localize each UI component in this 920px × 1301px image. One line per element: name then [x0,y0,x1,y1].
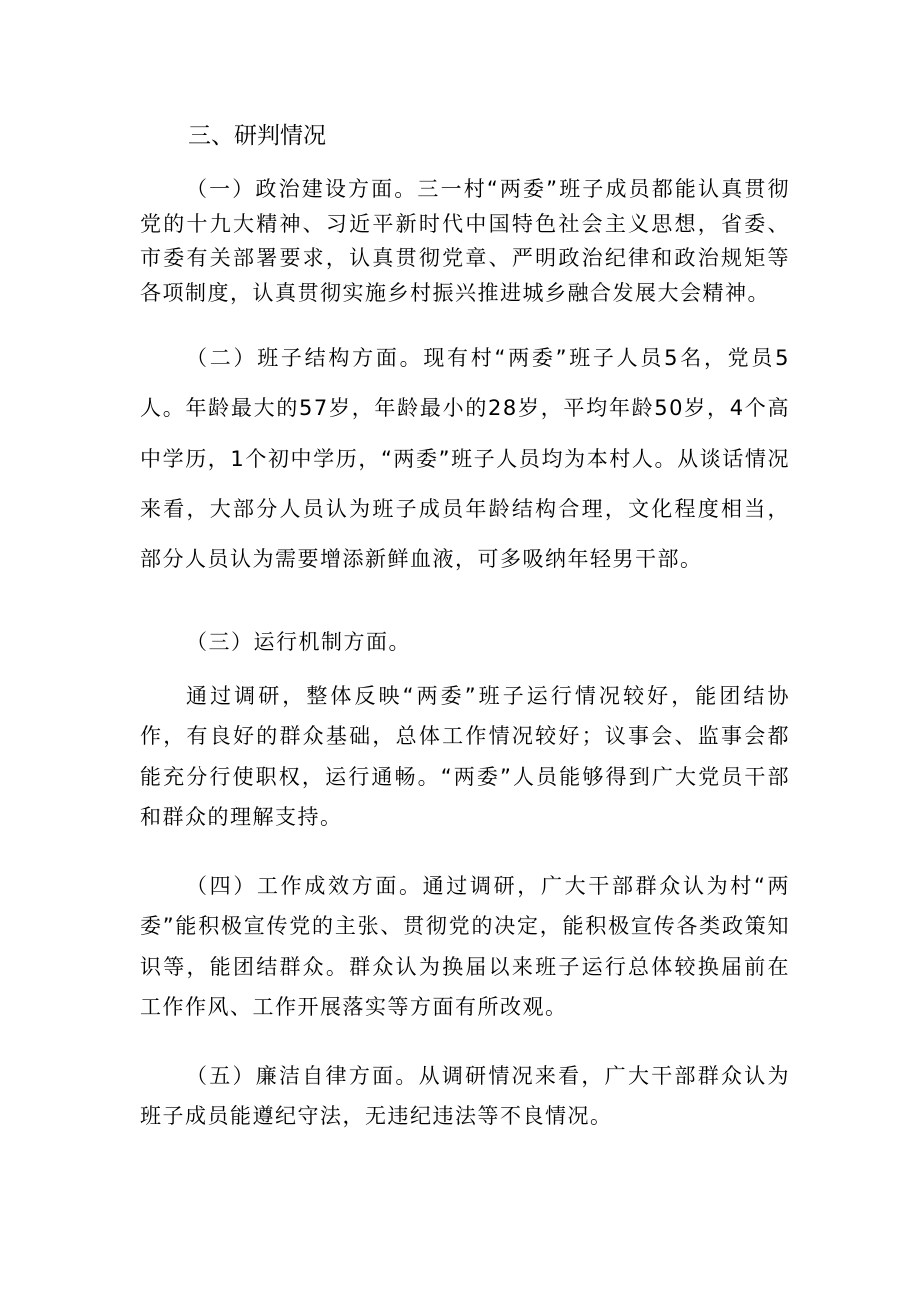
paragraph-political-construction: （一）政治建设方面。三一村“两委”班子成员都能认真贯彻党的十九大精神、习近平新时代中国特色社会主义思想，省委、市委有关部署要求，认真贯彻党章、严明政治纪律和政治规矩等各项制度，认真贯彻实施乡村振兴推进城乡融合发展大会精神。 [140,177,790,305]
paragraph-operating-mechanism: 通过调研，整体反映“两委”班子运行情况较好，能团结协作，有良好的群众基础，总体工作情况较好；议事会、监事会都能充分行使职权，运行通畅。“两委”人员能够得到广大党员干部和群众的理解支持。 [140,684,790,829]
paragraph-work-effectiveness: （四）工作成效方面。通过调研，广大干部群众认为村“两委”能积极宣传党的主张、贯彻党的决定，能积极宣传各类政策知识等，能团结群众。群众认为换届以来班子运行总体较换届前在工作作风、工作开展落实等方面有所改观。 [140,874,790,1019]
paragraph-integrity: （五）廉洁自律方面。从调研情况来看，广大干部群众认为班子成员能遵纪守法，无违纪违法等不良情况。 [140,1064,790,1129]
paragraph-team-structure: （二）班子结构方面。现有村“两委”班子人员5名，党员5人。年龄最大的57岁，年龄最小的28岁，平均年龄50岁，4个高中学历，1个初中学历，“两委”班子人员均为本村人。从谈话情况来看，大部分人员认为班子成员年龄结构合理，文化程度相当，部分人员认为需要增添新鲜血液，可多吸纳年轻男干部。 [140,346,790,572]
paragraph-operating-mechanism-heading: （三）运行机制方面。 [186,630,411,654]
section-heading: 三、研判情况 [188,123,326,149]
